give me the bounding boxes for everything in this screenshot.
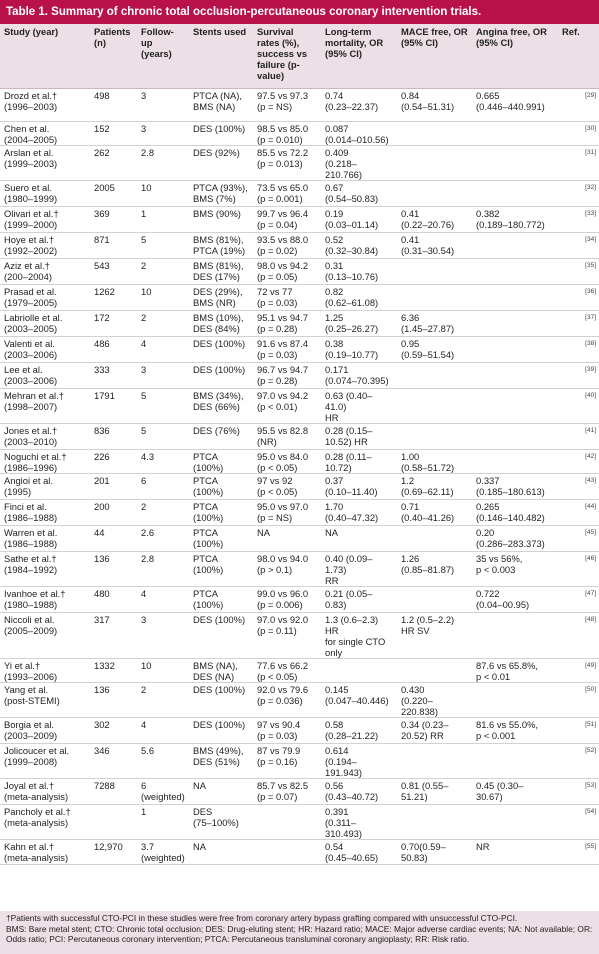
cell-followup: 3 [137,121,189,145]
cell-followup: 2 [137,310,189,336]
cell-study: Kahn et al.† (meta-analysis) [0,839,90,864]
cell-stents: PTCA (100%) [189,449,253,473]
cell-followup: 4 [137,717,189,743]
cell-patients: 1791 [90,388,137,423]
cell-mace [397,743,472,778]
cell-angina [472,449,558,473]
cell-followup: 3 [137,88,189,121]
cell-mace [397,388,472,423]
cell-stents: NA [189,778,253,804]
cell-ref: [51] [558,717,599,743]
cell-stents: PTCA (100%) [189,473,253,499]
cell-stents: PTCA (100%) [189,499,253,525]
table-row [0,449,599,473]
cell-ref: [33] [558,206,599,232]
table-row [0,310,599,336]
cell-study: Noguchi et al.† (1986–1996) [0,449,90,473]
cell-followup: 10 [137,284,189,310]
cell-angina [472,258,558,284]
cell-stents: BMS (81%), DES (17%) [189,258,253,284]
cell-stents: BMS (90%) [189,206,253,232]
cell-angina [472,145,558,180]
cell-ref: [45] [558,525,599,551]
cell-angina: 0.722 (0.04–00.95) [472,586,558,612]
cell-mace [397,586,472,612]
cell-stents: NA [189,839,253,864]
cell-stents: DES (75–100%) [189,804,253,839]
cell-mace [397,362,472,388]
cell-followup: 3 [137,362,189,388]
cell-ref: [31] [558,145,599,180]
cell-patients: 262 [90,145,137,180]
cell-study: Sathe et al.† (1984–1992) [0,551,90,586]
cell-angina [472,612,558,658]
cell-mace: 0.41 (0.31–30.54) [397,232,472,258]
cell-survival: 96.7 vs 94.7 (p = 0.28) [253,362,321,388]
cell-stents: DES (76%) [189,423,253,449]
cell-followup: 5 [137,388,189,423]
cell-angina [472,362,558,388]
cell-angina [472,388,558,423]
cell-mortality: 0.171 (0.074–70.395) [321,362,397,388]
cell-ref: [38] [558,336,599,362]
cell-mortality: 0.56 (0.43–40.72) [321,778,397,804]
header-patients: Patients (n) [90,24,137,88]
table-row [0,121,599,145]
table-row [0,612,599,658]
cell-survival: 95.0 vs 97.0 (p = NS) [253,499,321,525]
cell-stents: DES (92%) [189,145,253,180]
cell-mace: 0.71 (0.40–41.26) [397,499,472,525]
cell-angina [472,743,558,778]
cell-mace: 0.95 (0.59–51.54) [397,336,472,362]
trials-table [0,24,599,865]
header-survival: Survival rates (%), success vs failure (p-value) [253,24,321,88]
cell-ref: [48] [558,612,599,658]
cell-mace: 1.2 (0.5–2.2) HR SV [397,612,472,658]
cell-mortality: 0.40 (0.09–1.73) RR [321,551,397,586]
cell-angina [472,180,558,206]
cell-study: Jones et al.† (2003–2010) [0,423,90,449]
cell-patients: 200 [90,499,137,525]
table-row [0,717,599,743]
cell-survival: 72 vs 77 (p = 0.03) [253,284,321,310]
cell-angina: 0.20 (0.286–283.373) [472,525,558,551]
cell-mortality: 0.58 (0.28–21.22) [321,717,397,743]
cell-study: Suero et al. (1980–1999) [0,180,90,206]
cell-patients: 498 [90,88,137,121]
cell-stents: BMS (81%), PTCA (19%) [189,232,253,258]
cell-mortality: 0.31 (0.13–10.76) [321,258,397,284]
cell-ref: [43] [558,473,599,499]
cell-stents: BMS (34%), DES (66%) [189,388,253,423]
cell-survival [253,804,321,839]
cell-angina [472,682,558,717]
header-followup: Follow-up (years) [137,24,189,88]
cell-followup: 2.8 [137,145,189,180]
cell-followup: 4.3 [137,449,189,473]
cell-survival: 95.1 vs 94.7 (p = 0.28) [253,310,321,336]
cell-mortality: 0.614 (0.194–191.943) [321,743,397,778]
cell-patients: 333 [90,362,137,388]
cell-patients: 346 [90,743,137,778]
cell-ref: [29] [558,88,599,121]
cell-mace [397,145,472,180]
cell-patients: 871 [90,232,137,258]
cell-mortality: 0.37 (0.10–11.40) [321,473,397,499]
cell-angina [472,804,558,839]
cell-ref: [39] [558,362,599,388]
cell-study: Finci et al. (1986–1988) [0,499,90,525]
cell-ref: [32] [558,180,599,206]
cell-mortality: 0.145 (0.047–40.446) [321,682,397,717]
cell-ref: [41] [558,423,599,449]
cell-ref: [37] [558,310,599,336]
table-row [0,551,599,586]
cell-mortality: 1.3 (0.6–2.3) HR for single CTO only [321,612,397,658]
header-mortality: Long-term mortality, OR (95% CI) [321,24,397,88]
cell-ref: [44] [558,499,599,525]
cell-followup: 2 [137,258,189,284]
cell-stents: PTCA (NA), BMS (NA) [189,88,253,121]
cell-mace [397,525,472,551]
header-mace: MACE free, OR (95% CI) [397,24,472,88]
header-row [0,24,599,88]
cell-study: Yi et al.† (1993–2006) [0,658,90,682]
cell-mace [397,284,472,310]
cell-survival: 85.5 vs 72.2 (p = 0.013) [253,145,321,180]
cell-stents: PTCA (100%) [189,586,253,612]
header-stents: Stents used [189,24,253,88]
cell-mortality: 0.38 (0.19–10.77) [321,336,397,362]
cell-patients: 7288 [90,778,137,804]
cell-followup: 2.6 [137,525,189,551]
footnote-dagger: †Patients with successful CTO-PCI in these studies were free from coronary artery bypass grafting compared with unsuccessful CTO-PCI. [6,913,518,923]
cell-mace: 0.84 (0.54–51.31) [397,88,472,121]
cell-mace: 0.34 (0.23– 20.52) RR [397,717,472,743]
cell-angina [472,310,558,336]
cell-angina [472,232,558,258]
cell-angina [472,284,558,310]
cell-followup: 4 [137,586,189,612]
cell-study: Borgia et al. (2003–2009) [0,717,90,743]
cell-survival: 95.5 vs 82.8 (NR) [253,423,321,449]
cell-angina: 87.6 vs 65.8%, p < 0.01 [472,658,558,682]
cell-angina: 0.265 (0.146–140.482) [472,499,558,525]
table-row [0,743,599,778]
cell-study: Arslan et al. (1999–2003) [0,145,90,180]
cell-angina: 81.6 vs 55.0%, p < 0.001 [472,717,558,743]
cell-mortality: NA [321,525,397,551]
cell-survival: 93.5 vs 88.0 (p = 0.02) [253,232,321,258]
table-footnotes [0,911,599,954]
table-row [0,658,599,682]
table-title: Table 1. Summary of chronic total occlusion-percutaneous coronary intervention trials. [0,0,599,24]
cell-mortality [321,658,397,682]
table-row [0,362,599,388]
cell-followup: 2 [137,682,189,717]
cell-angina [472,121,558,145]
cell-mortality: 0.74 (0.23–22.37) [321,88,397,121]
cell-patients: 543 [90,258,137,284]
header-angina: Angina free, OR (95% CI) [472,24,558,88]
cell-survival [253,839,321,864]
cell-study: Warren et al. (1986–1988) [0,525,90,551]
header-study: Study (year) [0,24,90,88]
cell-mortality: 0.54 (0.45–40.65) [321,839,397,864]
cell-survival: 91.6 vs 87.4 (p = 0.03) [253,336,321,362]
cell-study: Hoye et al.† (1992–2002) [0,232,90,258]
cell-survival: 97.0 vs 94.2 (p < 0.01) [253,388,321,423]
cell-followup: 6 [137,473,189,499]
cell-patients: 486 [90,336,137,362]
cell-stents: DES (100%) [189,682,253,717]
cell-mortality: 0.52 (0.32–30.84) [321,232,397,258]
cell-ref: [47] [558,586,599,612]
cell-patients: 226 [90,449,137,473]
cell-survival: NA [253,525,321,551]
cell-mace [397,258,472,284]
cell-angina: 0.45 (0.30– 30.67) [472,778,558,804]
cell-mortality: 0.63 (0.40–41.0) HR [321,388,397,423]
cell-followup: 1 [137,206,189,232]
cell-patients: 172 [90,310,137,336]
cell-stents: DES (29%), BMS (NR) [189,284,253,310]
cell-survival: 85.7 vs 82.5 (p = 0.07) [253,778,321,804]
cell-study: Angioi et al. (1995) [0,473,90,499]
cell-patients [90,804,137,839]
cell-ref: [54] [558,804,599,839]
cell-stents: BMS (49%), DES (51%) [189,743,253,778]
table-row [0,473,599,499]
cell-patients: 152 [90,121,137,145]
cell-stents: PTCA (100%) [189,525,253,551]
cell-patients: 302 [90,717,137,743]
cell-mortality: 1.70 (0.40–47.32) [321,499,397,525]
cell-study: Prasad et al. (1979–2005) [0,284,90,310]
cell-followup: 6 (weighted) [137,778,189,804]
cell-stents: BMS (NA), DES (NA) [189,658,253,682]
cell-angina: 35 vs 56%, p < 0.003 [472,551,558,586]
cell-study: Mehran et al.† (1998–2007) [0,388,90,423]
cell-followup: 5 [137,232,189,258]
cell-followup: 10 [137,180,189,206]
cell-stents: DES (100%) [189,612,253,658]
cell-ref: [30] [558,121,599,145]
cell-ref: [50] [558,682,599,717]
cell-ref: [36] [558,284,599,310]
table-row [0,586,599,612]
table-row [0,778,599,804]
cell-ref: [34] [558,232,599,258]
cell-patients: 1332 [90,658,137,682]
cell-survival: 95.0 vs 84.0 (p < 0.05) [253,449,321,473]
table-row [0,682,599,717]
cell-survival: 98.0 vs 94.0 (p > 0.1) [253,551,321,586]
cell-ref: [42] [558,449,599,473]
cell-survival: 92.0 vs 79.6 (p = 0.036) [253,682,321,717]
cell-patients: 136 [90,551,137,586]
cell-angina: 0.665 (0.446–440.991) [472,88,558,121]
cell-study: Drozd et al.† (1996–2003) [0,88,90,121]
table-row [0,88,599,121]
cell-stents: PTCA (100%) [189,551,253,586]
cell-mace: 0.41 (0.22–20.76) [397,206,472,232]
table-row [0,284,599,310]
cell-patients: 44 [90,525,137,551]
cell-patients: 836 [90,423,137,449]
cell-patients: 201 [90,473,137,499]
cell-patients: 2005 [90,180,137,206]
cell-stents: DES (100%) [189,121,253,145]
cell-study: Yang et al. (post-STEMI) [0,682,90,717]
cell-mace [397,658,472,682]
cell-mace [397,180,472,206]
cell-patients: 317 [90,612,137,658]
cell-mace: 0.430 (0.220– 220.838) [397,682,472,717]
cell-stents: PTCA (93%), BMS (7%) [189,180,253,206]
cell-patients: 369 [90,206,137,232]
cell-survival: 73.5 vs 65.0 (p = 0.001) [253,180,321,206]
table-row [0,145,599,180]
cell-mace: 6.36 (1.45–27.87) [397,310,472,336]
cell-survival: 98.0 vs 94.2 (p = 0.05) [253,258,321,284]
cell-survival: 97.0 vs 92.0 (p = 0.11) [253,612,321,658]
cell-study: Olivari et al.† (1999–2000) [0,206,90,232]
cell-followup: 3 [137,612,189,658]
cell-study: Niccoli et al. (2005–2009) [0,612,90,658]
cell-survival: 77.6 vs 66.2 (p < 0.05) [253,658,321,682]
cell-mortality: 0.28 (0.11–10.72) [321,449,397,473]
cell-study: Jolicoucer et al. (1999–2008) [0,743,90,778]
cell-patients: 1262 [90,284,137,310]
cell-ref: [49] [558,658,599,682]
table-row [0,180,599,206]
cell-angina [472,423,558,449]
cell-stents: BMS (10%), DES (84%) [189,310,253,336]
cell-followup: 5.6 [137,743,189,778]
table-row [0,423,599,449]
cell-mortality: 0.409 (0.218–210.766) [321,145,397,180]
cell-mace: 0.81 (0.55– 51.21) [397,778,472,804]
cell-study: Valenti et al. (2003–2006) [0,336,90,362]
cell-mortality: 0.21 (0.05–0.83) [321,586,397,612]
cell-survival: 99.0 vs 96.0 (p = 0.006) [253,586,321,612]
cell-survival: 97 vs 92 (p < 0.05) [253,473,321,499]
cell-stents: DES (100%) [189,362,253,388]
cell-followup: 3.7 (weighted) [137,839,189,864]
cell-survival: 98.5 vs 85.0 (p = 0.010) [253,121,321,145]
cell-ref: [52] [558,743,599,778]
cell-ref: [46] [558,551,599,586]
table-row [0,336,599,362]
cell-patients: 480 [90,586,137,612]
cell-mace [397,121,472,145]
cell-study: Chen et al. (2004–2005) [0,121,90,145]
footnote-abbreviations: BMS: Bare metal stent; CTO: Chronic total occlusion; DES: Drug-eluting stent; HR: Hazard ratio; MACE: Major adverse cardiac events; NA: Not available; OR: Odds ratio; PCI: Percutaneous coronary intervention; PTCA: Percutaneous transluminal coronary angioplasty; RR: Risk ratio. [6,923,593,944]
cell-mortality: 0.67 (0.54–50.83) [321,180,397,206]
cell-mortality: 1.25 (0.25–26.27) [321,310,397,336]
cell-mortality: 0.19 (0.03–01.14) [321,206,397,232]
cell-mace: 1.26 (0.85–81.87) [397,551,472,586]
table-row [0,839,599,864]
cell-ref: [53] [558,778,599,804]
table-row [0,525,599,551]
cell-survival: 87 vs 79.9 (p = 0.16) [253,743,321,778]
cell-mace [397,423,472,449]
cell-mace [397,804,472,839]
cell-ref: [55] [558,839,599,864]
cell-stents: DES (100%) [189,336,253,362]
cell-angina [472,336,558,362]
cell-patients: 12,970 [90,839,137,864]
cell-angina: 0.337 (0.185–180.613) [472,473,558,499]
table-body [0,88,599,864]
cell-survival: 99.7 vs 96.4 (p = 0.04) [253,206,321,232]
cell-study: Lee et al. (2003–2006) [0,362,90,388]
cell-mortality: 0.391 (0.311–310.493) [321,804,397,839]
cell-angina: 0.382 (0.189–180.772) [472,206,558,232]
cell-mace: 1.2 (0.69–62.11) [397,473,472,499]
cell-mace: 0.70(0.59– 50.83) [397,839,472,864]
cell-followup: 10 [137,658,189,682]
cell-stents: DES (100%) [189,717,253,743]
cell-study: Pancholy et al.† (meta-analysis) [0,804,90,839]
table-row [0,258,599,284]
cell-study: Aziz et al.† (200–2004) [0,258,90,284]
cell-survival: 97 vs 90.4 (p = 0.03) [253,717,321,743]
table-row [0,804,599,839]
cell-patients: 136 [90,682,137,717]
table-row [0,388,599,423]
cell-study: Ivanhoe et al.† (1980–1988) [0,586,90,612]
cell-ref: [40] [558,388,599,423]
table-row [0,499,599,525]
cell-mortality: 0.28 (0.15– 10.52) HR [321,423,397,449]
cell-followup: 1 [137,804,189,839]
cell-followup: 2 [137,499,189,525]
cell-mortality: 0.087 (0.014–010.56) [321,121,397,145]
cell-followup: 4 [137,336,189,362]
header-ref: Ref. [558,24,599,88]
cell-survival: 97.5 vs 97.3 (p = NS) [253,88,321,121]
cell-followup: 5 [137,423,189,449]
cell-followup: 2.8 [137,551,189,586]
table-row [0,232,599,258]
cell-study: Joyal et al.† (meta-analysis) [0,778,90,804]
table-row [0,206,599,232]
cell-mortality: 0.82 (0.62–61.08) [321,284,397,310]
cell-angina: NR [472,839,558,864]
cell-mace: 1.00 (0.58–51.72) [397,449,472,473]
cell-ref: [35] [558,258,599,284]
cell-study: Labriolle et al. (2003–2005) [0,310,90,336]
